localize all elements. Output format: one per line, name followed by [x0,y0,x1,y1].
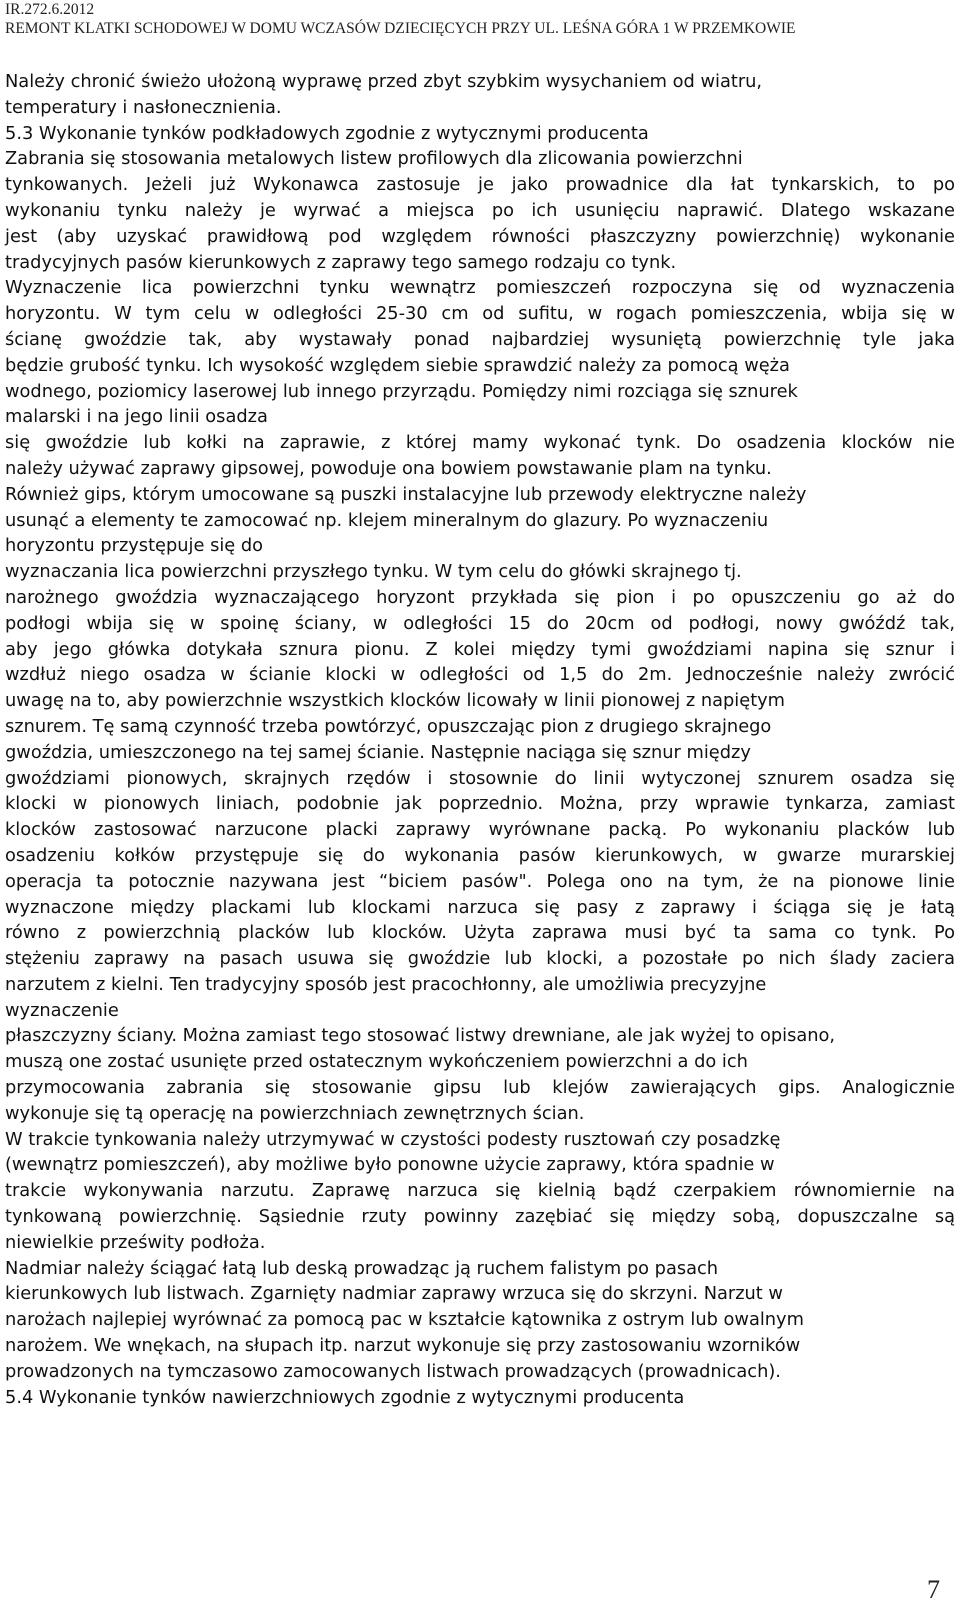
text-line: płaszczyzny ściany. Można zamiast tego stosować listwy drewniane, ale jak wyżej to opisano, [5,1025,836,1047]
text-line: horyzontu. W tym celu w odległości 25-30 cm od sufitu, w rogach pomieszczenia, wbija się w [5,303,955,325]
page-header [5,0,955,38]
text-line: Należy chronić świeżo ułożoną wyprawę przed zbyt szybkim wysychaniem od wiatru, [5,71,763,92]
text-line: narożem. We wnękach, na słupach itp. narzut wykonuje się przy zastosowaniu wzorników [5,1335,801,1357]
text-line: wykonaniu tynku należy je wyrwać a miejsca po ich usunięciu naprawić. Dlatego wskazane [5,199,955,221]
text-line: W trakcie tynkowania należy utrzymywać w czystości podesty rusztowań czy posadzkę [5,1128,781,1150]
text-line: stężeniu zaprawy na pasach usuwa się gwoździe lub klocki, a pozostałe po nich ślady zaciera [5,948,955,970]
text-line: Również gips, którym umocowane są puszki instalacyjne lub przewody elektryczne należy [5,483,807,505]
text-line: będzie grubość tynku. Ich wysokość względem siebie sprawdzić należy za pomocą węża [5,354,790,376]
text-line: gwoździami pionowych, skrajnych rzędów i stosownie do linii wytyczonej sznurem osadza się [5,767,955,789]
text-line: horyzontu przystępuje się do [5,535,264,557]
text-line: ścianę gwoździe tak, aby wystawały ponad najbardziej wysuniętą powierzchnię tyle jaka [5,328,955,350]
document-body [5,69,955,1410]
text-line: kierunkowych lub listwach. Zgarnięty nadmiar zaprawy wrzuca się do skrzyni. Narzut w [5,1283,783,1305]
text-line: wyznaczone między plackami lub klockami narzuca się pasy z zaprawy i ściąga się je łatą [5,896,955,918]
text-line: tynkowanych. Jeżeli już Wykonawca zastosuje je jako prowadnice dla łat tynkarskich, to po [5,174,955,196]
text-line: wyznaczania lica powierzchni przyszłego tynku. W tym celu do główki skrajnego tj. [5,561,742,583]
text-line: temperatury i nasłonecznienia. [5,96,282,118]
text-line: tynkowaną powierzchnię. Sąsiednie rzuty powinny zazębiać się między sobą, dopuszczalne są [5,1206,955,1228]
text-line: Zabrania się stosowania metalowych listew profilowych dla zlicowania powierzchni [5,148,743,170]
text-line: klocki w pionowych liniach, podobnie jak poprzednio. Można, przy wprawie tynkarza, zamiast [5,793,955,815]
text-line: wykonuje się tą operację na powierzchniach zewnętrznych ścian. [5,1102,585,1124]
text-line: prowadzonych na tymczasowo zamocowanych listwach prowadzących (prowadnicach). [5,1360,781,1382]
text-line: jest (aby uzyskać prawidłową pod względem równości płaszczyzny powierzchnię) wykonanie [5,225,955,247]
text-line: muszą one zostać usunięte przed ostatecznym wykończeniem powierzchni a do ich [5,1051,748,1073]
text-line: niewielkie prześwity podłoża. [5,1231,266,1253]
text-line: gwoździa, umieszczonego na tej samej ścianie. Następnie naciąga się sznur między [5,741,751,763]
text-line: przymocowania zabrania się stosowanie gipsu lub klejów zawierających gips. Analogicznie [5,1077,955,1099]
text-line: narożnego gwoździa wyznaczającego horyzont przykłada się pion i po opuszczeniu go aż do [5,586,955,608]
text-line: podłogi wbija się w spoinę ściany, w odległości 15 do 20cm od podłogi, nowy gwóźdź tak, [5,612,955,634]
text-line: klocków zastosować narzucone placki zaprawy wyrównane packą. Po wykonaniu placków lub [5,819,955,841]
page-number: 7 [927,1575,940,1604]
text-line: uwagę na to, aby powierzchnie wszystkich klocków licowały w linii pionowej z napiętym [5,690,786,712]
text-line: Wyznaczenie lica powierzchni tynku wewnątrz pomieszczeń rozpoczyna się od wyznaczenia [5,277,955,299]
text-line: aby jego główka dotykała sznura pionu. Z kolei między tymi gwoździami napina się sznur i [5,638,955,660]
text-line: sznurem. Tę samą czynność trzeba powtórzyć, opuszczając pion z drugiego skrajnego [5,715,772,737]
document-title: REMONT KLATKI SCHODOWEJ W DOMU WCZASÓW DZIECIĘCYCH PRZY UL. LEŚNA GÓRA 1 W PRZEMKOWIE [5,20,796,37]
text-line: osadzeniu kołków przystępuje się do wykonania pasów kierunkowych, w gwarze murarskiej [5,844,955,866]
text-line: narożach najlepiej wyrównać za pomocą pac w kształcie kątownika z ostrym lub owalnym [5,1309,804,1331]
text-line: wyznaczenie [5,999,119,1021]
section-heading: 5.3 Wykonanie tynków podkładowych zgodnie z wytycznymi producenta [5,122,649,144]
text-line: malarski i na jego linii osadza [5,406,268,428]
text-line: tradycyjnych pasów kierunkowych z zaprawy tego samego rodzaju co tynk. [5,251,677,273]
text-line: równo z powierzchnią placków lub klocków. Użyta zaprawa musi być ta sama co tynk. Po [5,922,955,944]
text-line: (wewnątrz pomieszczeń), aby możliwe było ponowne użycie zaprawy, która spadnie w [5,1154,775,1176]
text-line: wzdłuż niego osadza w ścianie klocki w odległości od 1,5 do 2m. Jednocześnie należy zwrócić [5,664,955,686]
text-line: narzutem z kielni. Ten tradycyjny sposób jest pracochłonny, ale umożliwia precyzyjne [5,973,767,995]
text-line: należy używać zaprawy gipsowej, powoduje ona bowiem powstawanie plam na tynku. [5,457,772,479]
text-line: operacja ta potocznie nazywana jest “biciem pasów". Polega ono na tym, że na pionowe linie [5,870,955,892]
text-line: wodnego, poziomicy laserowej lub innego przyrządu. Pomiędzy nimi rozciąga się sznurek [5,380,798,402]
text-line: się gwoździe lub kołki na zaprawie, z której mamy wykonać tynk. Do osadzenia klocków nie [5,432,955,454]
document-id: IR.272.6.2012 [5,1,95,18]
text-line: usunąć a elementy te zamocować np. klejem mineralnym do glazury. Po wyznaczeniu [5,509,769,531]
text-line: Nadmiar należy ściągać łatą lub deską prowadząc ją ruchem falistym po pasach [5,1257,719,1279]
section-heading: 5.4 Wykonanie tynków nawierzchniowych zgodnie z wytycznymi producenta [5,1386,685,1408]
text-line: trakcie wykonywania narzutu. Zaprawę narzuca się kielnią bądź czerpakiem równomiernie na [5,1180,955,1202]
